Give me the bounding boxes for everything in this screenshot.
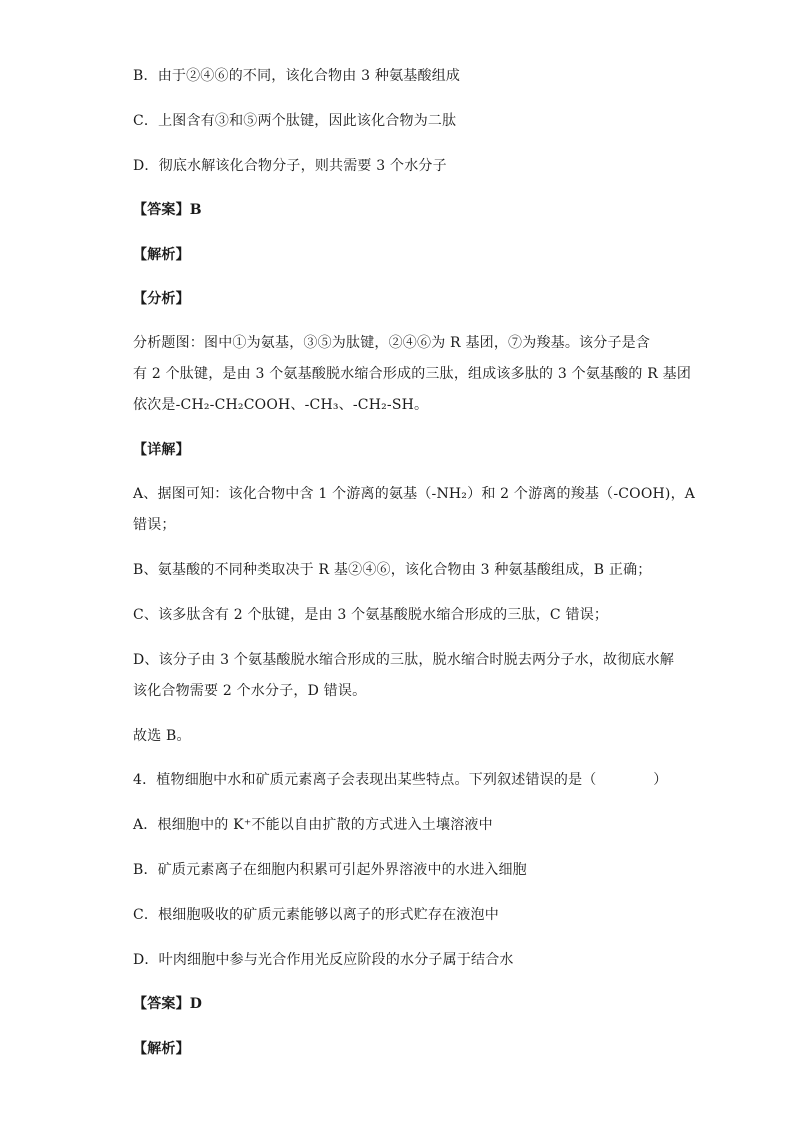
q3-analysis-header: 【解析】 <box>133 247 190 263</box>
q3-answer: 【答案】B <box>133 202 202 218</box>
q3-detail-header: 【详解】 <box>133 442 190 458</box>
q3-detail-d-line-2: 该化合物需要 2 个水分子，D 错误。 <box>133 683 367 699</box>
q4-option-c: C．根细胞吸收的矿质元素能够以离子的形式贮存在液泡中 <box>133 907 499 923</box>
q4-option-a: A．根细胞中的 K⁺不能以自由扩散的方式进入土壤溶液中 <box>133 817 493 833</box>
q3-conclusion: 故选 B。 <box>133 728 191 744</box>
q3-detail-d-line-1: D、该分子由 3 个氨基酸脱水缩合形成的三肽，脱水缩合时脱去两分子水，故彻底水解 <box>133 652 675 668</box>
q3-detail-c: C、该多肽含有 2 个肽键，是由 3 个氨基酸脱水缩合形成的三肽，C 错误； <box>133 607 609 623</box>
q3-detail-b: B、氨基酸的不同种类取决于 R 基②④⑥，该化合物由 3 种氨基酸组成，B 正确； <box>133 562 652 578</box>
q3-detail-a-line-2: 错误； <box>133 517 176 533</box>
q3-fenxi-line-1: 分析题图：图中①为氨基，③⑤为肽键，②④⑥为 R 基团，⑦为羧基。该分子是含 <box>133 335 651 351</box>
q3-fenxi-header: 【分析】 <box>133 291 190 307</box>
q3-option-b: B．由于②④⑥的不同，该化合物由 3 种氨基酸组成 <box>133 68 461 84</box>
q3-fenxi-line-3: 依次是-CH₂-CH₂COOH、-CH₃、-CH₂-SH。 <box>133 397 429 413</box>
q3-fenxi-line-2: 有 2 个肽键，是由 3 个氨基酸脱水缩合形成的三肽，组成该多肽的 3 个氨基酸的 R 基团 <box>133 366 692 382</box>
q4-answer: 【答案】D <box>133 996 203 1012</box>
q4-stem: 4．植物细胞中水和矿质元素离子会表现出某些特点。下列叙述错误的是（ ） <box>133 772 668 788</box>
q3-detail-a-line-1: A、据图可知：该化合物中含 1 个游离的氨基（-NH₂）和 2 个游离的羧基（-COOH)，A <box>133 486 696 502</box>
q4-option-b: B．矿质元素离子在细胞内积累可引起外界溶液中的水进入细胞 <box>133 862 527 878</box>
q3-option-c: C．上图含有③和⑤两个肽键，因此该化合物为二肽 <box>133 113 457 129</box>
q4-option-d: D．叶肉细胞中参与光合作用光反应阶段的水分子属于结合水 <box>133 952 514 968</box>
q3-option-d: D．彻底水解该化合物分子，则共需要 3 个水分子 <box>133 158 447 174</box>
q4-analysis-header: 【解析】 <box>133 1041 190 1057</box>
